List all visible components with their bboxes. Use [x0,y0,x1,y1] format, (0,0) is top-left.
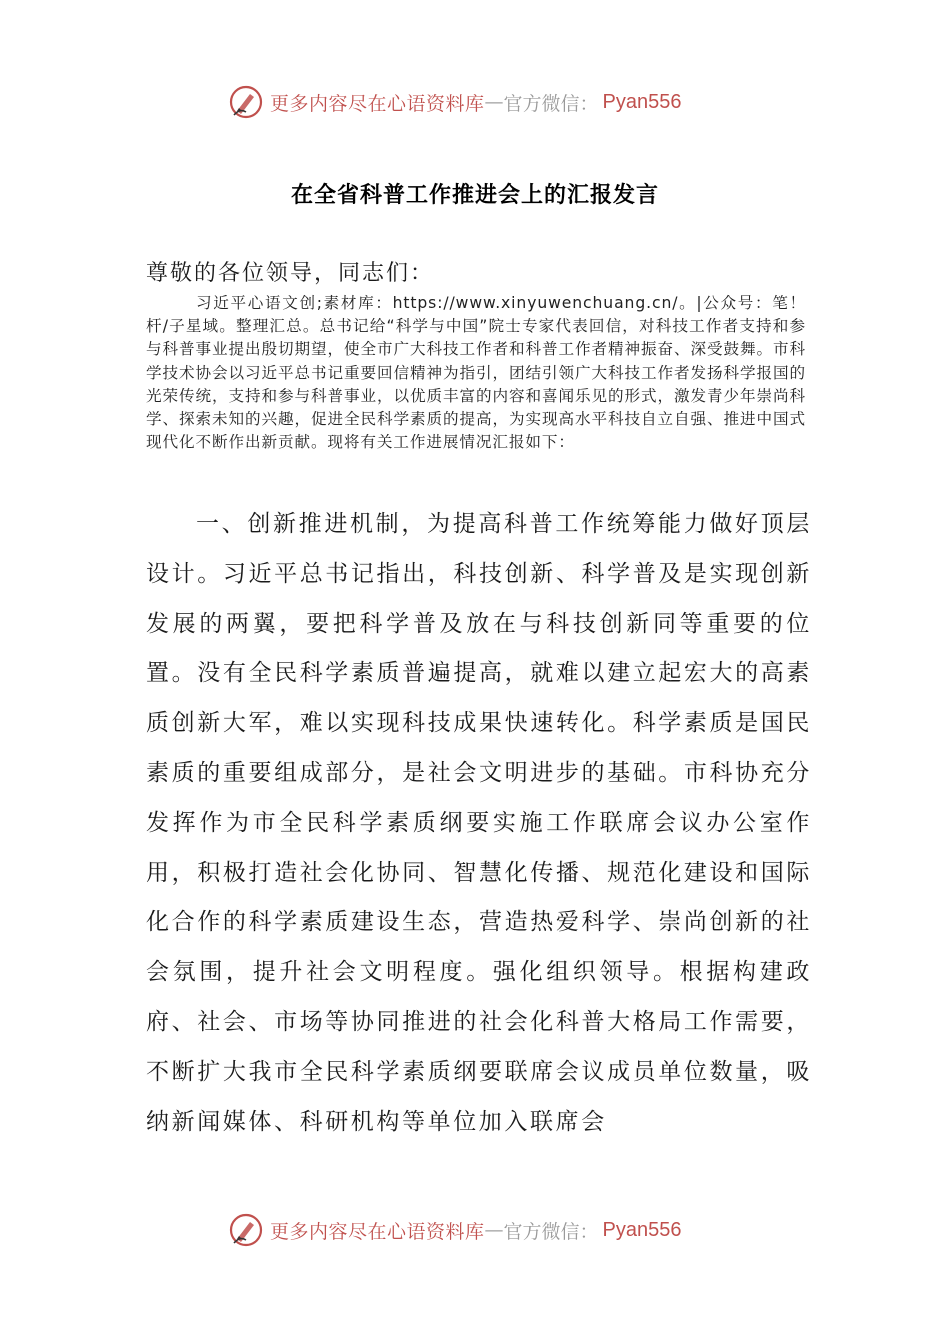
header-watermark-banner [228,82,748,122]
banner-separator: — [484,91,504,113]
section-one-paragraph: 一、创新推进机制，为提高科普工作统筹能力做好顶层设计。习近平总书记指出，科技创新、科学普及是实现创新发展的两翼，要把科学普及放在与科技创新同等重要的位置。没有全民科学素质普遍提高，就难以建立起宏大的高素质创新大军，难以实现科技成果快速转化。科学素质是国民素质的重要组成部分，是社会文明进步的基础。市科协充分发挥作为市全民科学素质纲要实施工作联席会议办公室作用，积极打造社会化协同、智慧化传播、规范化建设和国际化合作的科学素质建设生态，营造热爱科学、崇尚创新的社会氛围，提升社会文明程度。强化组织领导。根据构建政府、社会、市场等协同推进的社会化科普大格局工作需要，不断扩大我市全民科学素质纲要联席会议成员单位数量，吸纳新闻媒体、科研机构等单位加入联席会 [146,511,812,1135]
banner-wechat-id: Pyan556 [602,1218,682,1241]
banner-text: 更多内容尽在心语资料库 [270,1220,485,1243]
intro-paragraph: 习近平心语文创;素材库：https://www.xinyuwenchuang.cn/。|公众号：笔！杆/子星域。整理汇总。总书记给“科学与中国”院士专家代表回信，对科技工作者支持和参与科普事业提出殷切期望，使全市广大科技工作者和科普工作者精神振奋、深受鼓舞。市科学技术协会以习近平总书记重要回信精神为指引，团结引领广大科技工作者发扬科学报国的光荣传统，支持和参与科普事业，以优质丰富的内容和喜闻乐见的形式，激发青少年崇尚科学、探索未知的兴趣，促进全民科学素质的提高，为实现高水平科技自立自强、推进中国式现代化不断作出新贡献。现将有关工作进展情况汇报如下： [146,294,806,452]
banner-wechat-label: 官方微信： [503,92,599,115]
banner-text: 更多内容尽在心语资料库 [270,92,485,115]
pen-circle-logo-icon [228,1212,264,1248]
banner-separator: — [484,1219,504,1241]
banner-wechat-id: Pyan556 [602,90,682,113]
banner-wechat-label: 官方微信： [503,1220,599,1243]
document-title: 在全省科普工作推进会上的汇报发言 [290,183,659,208]
footer-watermark-banner [228,1210,748,1250]
greeting: 尊敬的各位领导，同志们： [146,261,435,286]
pen-circle-logo-icon [228,84,264,120]
